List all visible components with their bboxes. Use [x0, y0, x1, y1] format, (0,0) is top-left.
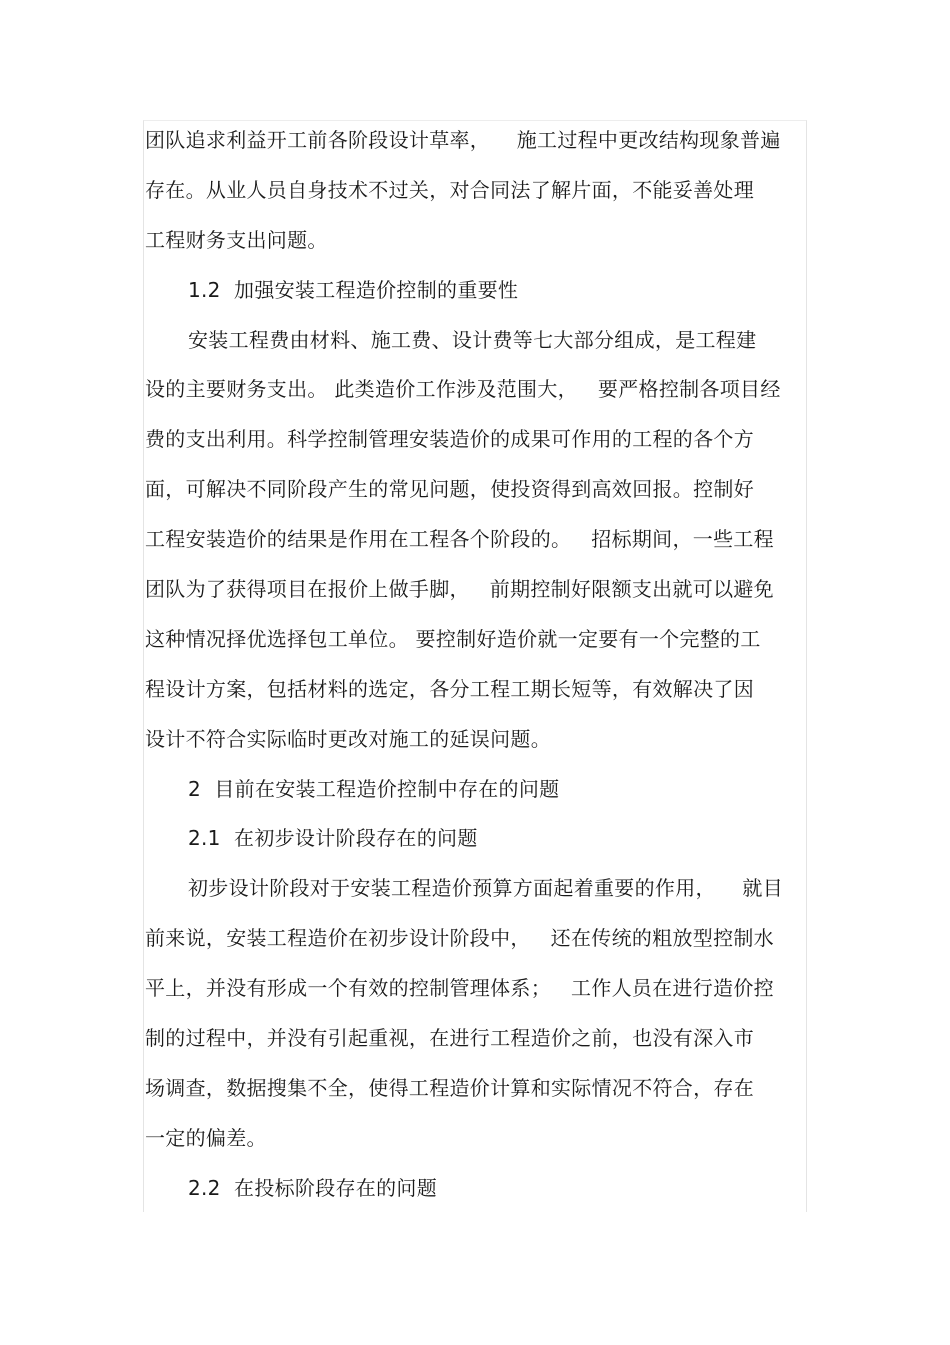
text-line: 安装工程费由材料、施工费、设计费等七大部分组成，是工程建 — [188, 327, 757, 352]
text-line: 工程安装造价的结果是作用在工程各个阶段的。 招标期间，一些工程 — [145, 527, 774, 552]
text-line: 团队追求利益开工前各阶段设计草率， 施工过程中更改结构现象普遍 — [145, 128, 781, 152]
text-line: 场调查，数据搜集不全，使得工程造价计算和实际情况不符合，存在 — [145, 1075, 754, 1100]
text-line: 团队为了获得项目在报价上做手脚， 前期控制好限额支出就可以避免 — [145, 577, 774, 602]
text-line: 设的主要财务支出。 此类造价工作涉及范围大， 要严格控制各项目经 — [145, 377, 781, 402]
text-line: 费的支出利用。科学控制管理安装造价的成果可作用的工程的各个方 — [145, 427, 754, 452]
section-heading-1-2: 1.2 加强安装工程造价控制的重要性 — [188, 277, 519, 302]
text-line: 存在。从业人员自身技术不过关，对合同法了解片面，不能妥善处理 — [145, 177, 754, 202]
text-line: 工程财务支出问题。 — [145, 227, 328, 252]
text-line: 初步设计阶段对于安装工程造价预算方面起着重要的作用， 就目 — [188, 876, 784, 901]
text-line: 这种情况择优选择包工单位。 要控制好造价就一定要有一个完整的工 — [145, 626, 761, 651]
text-line: 面，可解决不同阶段产生的常见问题，使投资得到高效回报。控制好 — [145, 477, 754, 502]
document-body — [145, 116, 807, 1214]
text-line: 平上，并没有形成一个有效的控制管理体系； 工作人员在进行造价控 — [145, 976, 774, 1001]
text-line: 程设计方案，包括材料的选定，各分工程工期长短等，有效解决了因 — [145, 676, 754, 701]
text-line: 制的过程中，并没有引起重视，在进行工程造价之前，也没有深入市 — [145, 1026, 754, 1051]
text-line: 设计不符合实际临时更改对施工的延误问题。 — [145, 726, 551, 751]
section-heading-2: 2 目前在安装工程造价控制中存在的问题 — [188, 776, 560, 801]
section-heading-2-2: 2.2 在投标阶段存在的问题 — [188, 1175, 438, 1200]
text-line: 一定的偏差。 — [145, 1125, 267, 1150]
text-line: 前来说，安装工程造价在初步设计阶段中， 还在传统的粗放型控制水 — [145, 926, 774, 951]
section-heading-2-1: 2.1 在初步设计阶段存在的问题 — [188, 826, 478, 851]
